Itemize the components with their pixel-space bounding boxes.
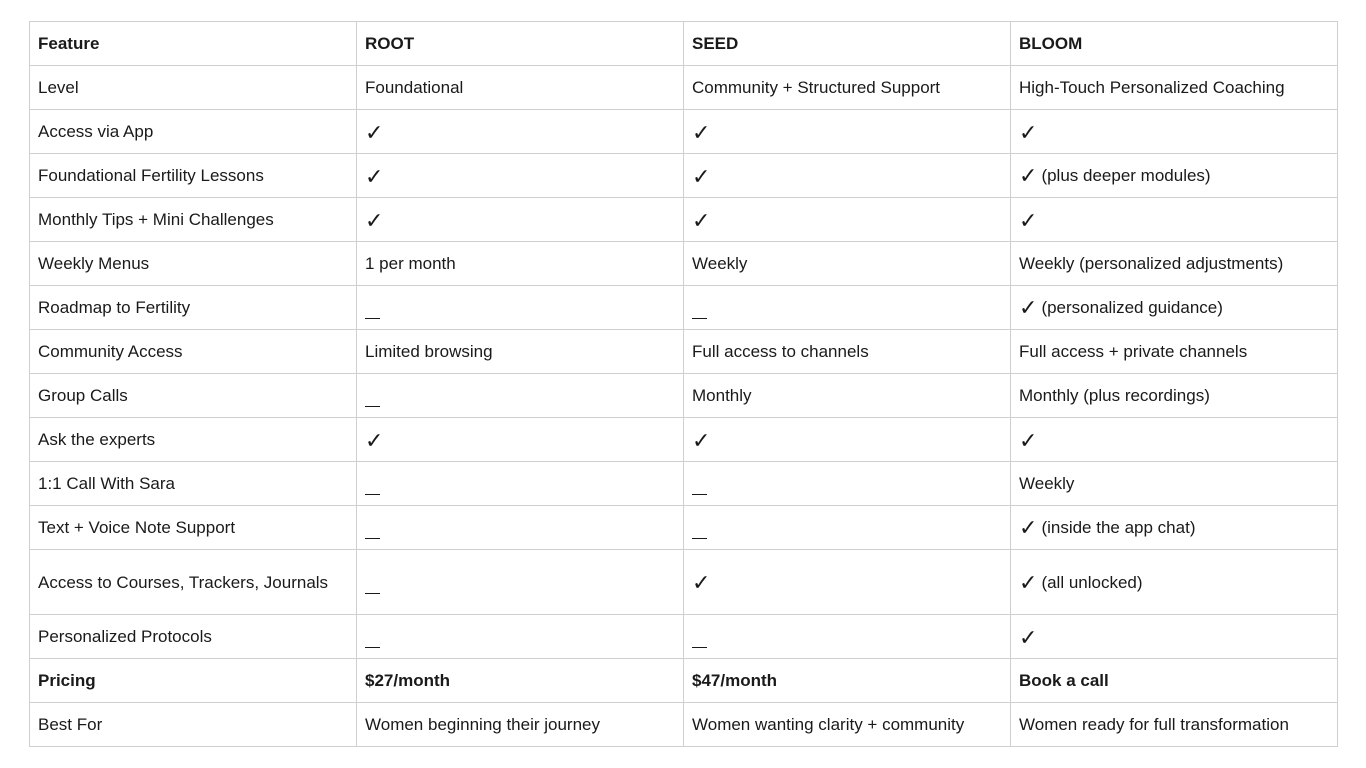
bloom-cell bbox=[1011, 615, 1338, 659]
checkmark-icon: ✓ bbox=[365, 119, 384, 145]
root-cell: 1 per month bbox=[357, 242, 684, 286]
feature-cell: 1:1 Call With Sara bbox=[30, 462, 357, 506]
checkmark-icon: ✓ bbox=[1019, 163, 1038, 188]
bloom-cell bbox=[1011, 286, 1338, 330]
checkmark-icon: ✓ bbox=[365, 427, 384, 453]
feature-cell: Level bbox=[30, 66, 357, 110]
row-menus bbox=[30, 242, 1338, 286]
feature-cell: Roadmap to Fertility bbox=[30, 286, 357, 330]
cell-note: (personalized guidance) bbox=[1041, 298, 1223, 318]
cell-note: (all unlocked) bbox=[1041, 573, 1143, 592]
bloom-cell: Weekly (personalized adjustments) bbox=[1011, 242, 1338, 286]
row-text-voice bbox=[30, 506, 1338, 550]
bloom-cell bbox=[1011, 198, 1338, 242]
bloom-cell bbox=[1011, 110, 1338, 154]
root-cell: Women beginning their journey bbox=[357, 703, 684, 747]
row-app bbox=[30, 110, 1338, 154]
bloom-cell: Women ready for full transformation bbox=[1011, 703, 1338, 747]
seed-price: $47/month bbox=[684, 659, 1011, 703]
header-feature: Feature bbox=[30, 22, 357, 66]
feature-cell: Access to Courses, Trackers, Journals bbox=[30, 550, 357, 615]
bloom-cell: High-Touch Personalized Coaching bbox=[1011, 66, 1338, 110]
feature-cell: Monthly Tips + Mini Challenges bbox=[30, 198, 357, 242]
bloom-cell: Weekly bbox=[1011, 462, 1338, 506]
seed-cell bbox=[684, 506, 1011, 550]
bloom-cell bbox=[1011, 506, 1338, 550]
not-included-icon bbox=[365, 593, 380, 594]
root-cell bbox=[357, 615, 684, 659]
checkmark-icon: ✓ bbox=[1019, 515, 1038, 540]
checkmark-icon: ✓ bbox=[1019, 295, 1038, 320]
feature-cell: Weekly Menus bbox=[30, 242, 357, 286]
checkmark-icon: ✓ bbox=[692, 570, 711, 596]
root-cell bbox=[357, 506, 684, 550]
header-seed: SEED bbox=[684, 22, 1011, 66]
checkmark-icon: ✓ bbox=[1019, 427, 1038, 453]
feature-cell: Foundational Fertility Lessons bbox=[30, 154, 357, 198]
feature-cell: Access via App bbox=[30, 110, 357, 154]
seed-cell: Weekly bbox=[684, 242, 1011, 286]
not-included-icon bbox=[365, 406, 380, 407]
seed-cell bbox=[684, 615, 1011, 659]
row-experts bbox=[30, 418, 1338, 462]
row-call-sara bbox=[30, 462, 1338, 506]
root-cell: Limited browsing bbox=[357, 330, 684, 374]
checkmark-icon: ✓ bbox=[692, 163, 711, 189]
checkmark-icon: ✓ bbox=[1019, 119, 1038, 145]
checkmark-icon: ✓ bbox=[365, 207, 384, 233]
seed-cell: Monthly bbox=[684, 374, 1011, 418]
header-bloom: BLOOM bbox=[1011, 22, 1338, 66]
checkmark-icon: ✓ bbox=[692, 427, 711, 453]
row-roadmap bbox=[30, 286, 1338, 330]
feature-cell: Ask the experts bbox=[30, 418, 357, 462]
not-included-icon bbox=[692, 647, 707, 648]
checkmark-icon: ✓ bbox=[692, 119, 711, 145]
bloom-cell bbox=[1011, 418, 1338, 462]
seed-cell bbox=[684, 286, 1011, 330]
seed-cell: Community + Structured Support bbox=[684, 66, 1011, 110]
root-cell bbox=[357, 462, 684, 506]
cell-note: (inside the app chat) bbox=[1041, 518, 1196, 538]
root-cell bbox=[357, 110, 684, 154]
root-cell bbox=[357, 418, 684, 462]
root-cell bbox=[357, 198, 684, 242]
row-pricing bbox=[30, 659, 1338, 703]
checkmark-icon: ✓ bbox=[1019, 207, 1038, 233]
checkmark-icon: ✓ bbox=[692, 207, 711, 233]
header-row bbox=[30, 22, 1338, 66]
not-included-icon bbox=[365, 318, 380, 319]
feature-cell: Community Access bbox=[30, 330, 357, 374]
not-included-icon bbox=[692, 538, 707, 539]
bloom-cell: Full access + private channels bbox=[1011, 330, 1338, 374]
bloom-cell bbox=[1011, 154, 1338, 198]
feature-cell: Best For bbox=[30, 703, 357, 747]
root-cell bbox=[357, 374, 684, 418]
not-included-icon bbox=[365, 538, 380, 539]
feature-cell: Text + Voice Note Support bbox=[30, 506, 357, 550]
root-cell bbox=[357, 550, 684, 615]
comparison-table bbox=[29, 21, 1338, 747]
root-cell bbox=[357, 154, 684, 198]
checkmark-icon: ✓ bbox=[365, 163, 384, 189]
feature-cell: Pricing bbox=[30, 659, 357, 703]
row-courses bbox=[30, 550, 1338, 615]
feature-cell: Group Calls bbox=[30, 374, 357, 418]
seed-cell bbox=[684, 198, 1011, 242]
root-cell bbox=[357, 286, 684, 330]
root-price: $27/month bbox=[357, 659, 684, 703]
row-protocols bbox=[30, 615, 1338, 659]
seed-cell bbox=[684, 154, 1011, 198]
row-lessons bbox=[30, 154, 1338, 198]
not-included-icon bbox=[692, 318, 707, 319]
bloom-price: Book a call bbox=[1011, 659, 1338, 703]
checkmark-icon: ✓ bbox=[1019, 624, 1038, 650]
not-included-icon bbox=[365, 647, 380, 648]
seed-cell: Women wanting clarity + community bbox=[684, 703, 1011, 747]
not-included-icon bbox=[365, 494, 380, 495]
row-community bbox=[30, 330, 1338, 374]
checkmark-icon: ✓ bbox=[1019, 569, 1038, 595]
seed-cell bbox=[684, 418, 1011, 462]
cell-note: (plus deeper modules) bbox=[1041, 166, 1211, 186]
seed-cell bbox=[684, 462, 1011, 506]
feature-cell: Personalized Protocols bbox=[30, 615, 357, 659]
header-root: ROOT bbox=[357, 22, 684, 66]
row-tips bbox=[30, 198, 1338, 242]
root-cell: Foundational bbox=[357, 66, 684, 110]
seed-cell bbox=[684, 550, 1011, 615]
bloom-cell bbox=[1011, 550, 1338, 615]
row-group-calls bbox=[30, 374, 1338, 418]
row-level bbox=[30, 66, 1338, 110]
bloom-cell: Monthly (plus recordings) bbox=[1011, 374, 1338, 418]
row-best-for bbox=[30, 703, 1338, 747]
not-included-icon bbox=[692, 494, 707, 495]
seed-cell: Full access to channels bbox=[684, 330, 1011, 374]
seed-cell bbox=[684, 110, 1011, 154]
